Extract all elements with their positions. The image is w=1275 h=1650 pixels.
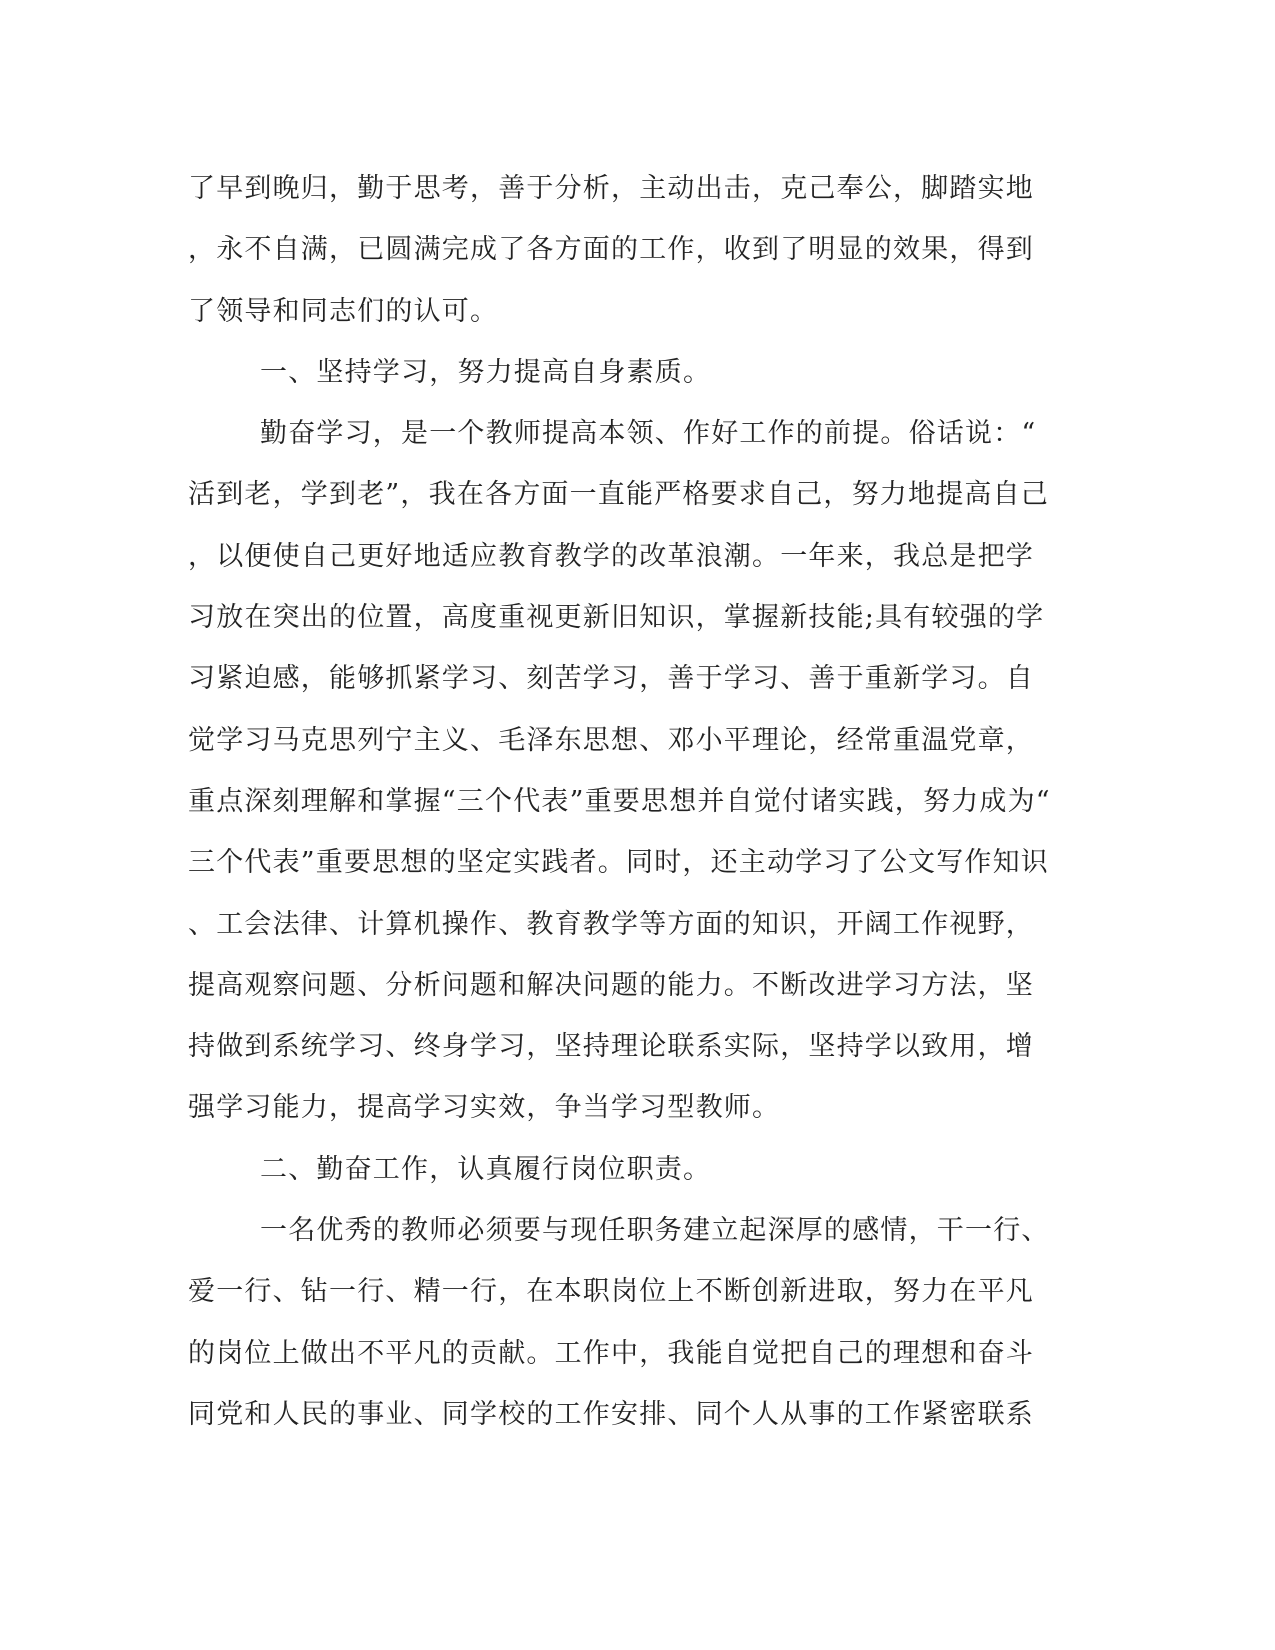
text-line: 同党和人民的事业、同学校的工作安排、同个人从事的工作紧密联系 xyxy=(188,1398,1034,1430)
section-heading-1: 一、坚持学习，努力提高自身素质。 xyxy=(260,356,712,388)
text-line: 爱一行、钻一行、精一行，在本职岗位上不断创新进取，努力在平凡 xyxy=(188,1276,1034,1308)
text-line: 提高观察问题、分析问题和解决问题的能力。不断改进学习方法，坚 xyxy=(188,969,1034,1001)
text-line: ，永不自满，已圆满完成了各方面的工作，收到了明显的效果，得到 xyxy=(188,234,1034,266)
text-line: 勤奋学习，是一个教师提高本领、作好工作的前提。俗话说：“ xyxy=(260,418,1037,450)
text-line: 活到老，学到老”，我在各方面一直能严格要求自己，努力地提高自己 xyxy=(188,479,1050,511)
text-line: 的岗位上做出不平凡的贡献。工作中，我能自觉把自己的理想和奋斗 xyxy=(188,1337,1034,1369)
text-line: ，以便使自己更好地适应教育教学的改革浪潮。一年来，我总是把学 xyxy=(188,540,1034,572)
text-line: 习放在突出的位置，高度重视更新旧知识，掌握新技能;具有较强的学 xyxy=(188,602,1045,634)
body-text xyxy=(188,158,1068,1445)
text-line: 持做到系统学习、终身学习，坚持理论联系实际，坚持学以致用，增 xyxy=(188,1031,1034,1063)
section-heading-2: 二、勤奋工作，认真履行岗位职责。 xyxy=(260,1153,712,1185)
text-line: 了早到晚归，勤于思考，善于分析，主动出击，克己奉公，脚踏实地 xyxy=(188,173,1034,204)
text-line: 了领导和同志们的认可。 xyxy=(188,295,499,327)
text-line: 强学习能力，提高学习实效，争当学习型教师。 xyxy=(188,1092,781,1124)
text-line: 一名优秀的教师必须要与现任职务建立起深厚的感情，干一行、 xyxy=(260,1215,1050,1247)
text-line: 三个代表”重要思想的坚定实践者。同时，还主动学习了公文写作知识 xyxy=(188,847,1050,879)
text-line: 重点深刻理解和掌握“三个代表”重要思想并自觉付诸实践，努力成为“ xyxy=(188,785,1051,817)
text-line: 、工会法律、计算机操作、教育教学等方面的知识，开阔工作视野， xyxy=(188,908,1034,940)
text-line: 习紧迫感，能够抓紧学习、刻苦学习，善于学习、善于重新学习。自 xyxy=(188,663,1034,695)
text-line: 觉学习马克思列宁主义、毛泽东思想、邓小平理论，经常重温党章， xyxy=(188,724,1034,756)
